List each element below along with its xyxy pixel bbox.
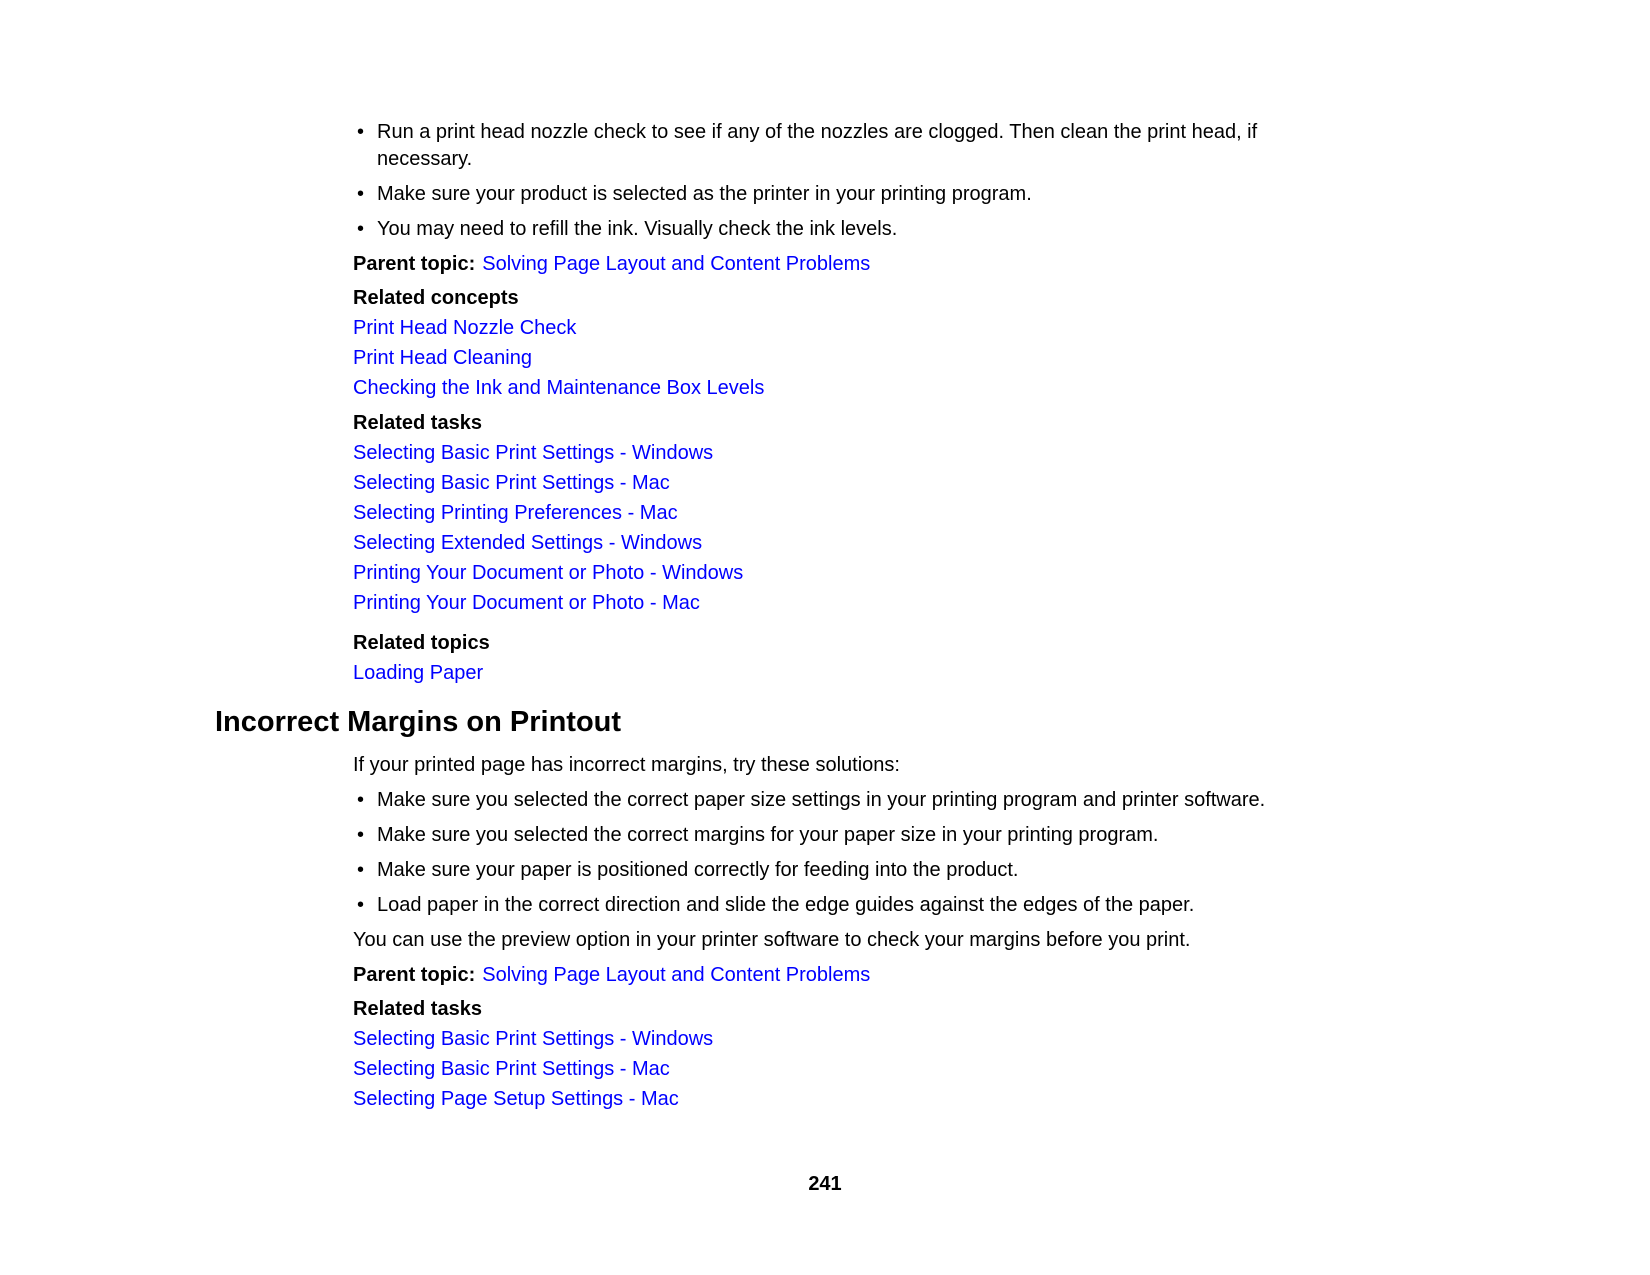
related-link-line [353,658,1343,688]
section-heading: Incorrect Margins on Printout [215,706,622,738]
parent-topic-link[interactable]: Solving Page Layout and Content Problems [482,253,871,275]
related-task-link[interactable]: Selecting Page Setup Settings - Mac [353,1088,679,1110]
bullet-item: • Make sure your product is selected as the printer in your printing program. [353,181,1343,208]
related-link-line [353,1084,1343,1114]
parent-topic-link[interactable]: Solving Page Layout and Content Problems [482,964,871,986]
related-concepts-label: Related concepts [353,287,519,309]
related-link-line [353,498,1343,528]
related-topics-label: Related topics [353,632,490,654]
related-task-link[interactable]: Selecting Basic Print Settings - Windows [353,442,714,464]
related-task-link[interactable]: Selecting Extended Settings - Windows [353,532,703,554]
related-task-link[interactable]: Printing Your Document or Photo - Mac [353,592,700,614]
related-task-link[interactable]: Selecting Basic Print Settings - Mac [353,1058,670,1080]
related-link-line [353,438,1343,468]
parent-topic-label: Parent topic: [353,964,476,986]
parent-topic-line [353,249,1343,279]
page-number: 241 [808,1173,842,1195]
related-tasks-label: Related tasks [353,998,482,1020]
solution-bullet-list [353,119,1343,243]
bullet-item: • Load paper in the correct direction and slide the edge guides against the edges of the paper. [353,892,1343,919]
related-tasks-label: Related tasks [353,412,482,434]
related-link-line [353,588,1343,618]
bullet-item: • Make sure you selected the correct paper size settings in your printing program and printer software. [353,787,1343,814]
related-link-line [353,373,1343,403]
related-link-line [353,1024,1343,1054]
related-concept-link[interactable]: Print Head Nozzle Check [353,317,577,339]
bullet-item: • Run a print head nozzle check to see if any of the nozzles are clogged. Then clean the print head, if necessary. [353,119,1343,173]
related-topic-link[interactable]: Loading Paper [353,662,484,684]
related-link-line [353,558,1343,588]
parent-topic-label: Parent topic: [353,253,476,275]
bullet-item: • Make sure you selected the correct margins for your paper size in your printing program. [353,822,1343,849]
related-link-line [353,313,1343,343]
related-link-line [353,468,1343,498]
related-task-link[interactable]: Selecting Basic Print Settings - Mac [353,472,670,494]
parent-topic-line [353,960,1343,990]
related-task-link[interactable]: Selecting Basic Print Settings - Windows [353,1028,714,1050]
related-link-line [353,343,1343,373]
related-concept-link[interactable]: Checking the Ink and Maintenance Box Levels [353,377,765,399]
solution-bullet-list [353,787,1343,919]
bullet-item: • Make sure your paper is positioned correctly for feeding into the product. [353,857,1343,884]
related-concept-link[interactable]: Print Head Cleaning [353,347,532,369]
related-task-link[interactable]: Selecting Printing Preferences - Mac [353,502,678,524]
page-content [215,119,1343,1114]
related-link-line [353,1054,1343,1084]
section-intro: If your printed page has incorrect margins, try these solutions: [353,754,900,776]
related-task-link[interactable]: Printing Your Document or Photo - Windows [353,562,744,584]
bullet-item: • You may need to refill the ink. Visually check the ink levels. [353,216,1343,243]
related-link-line [353,528,1343,558]
preview-note: You can use the preview option in your printer software to check your margins before you print. [353,929,1191,951]
